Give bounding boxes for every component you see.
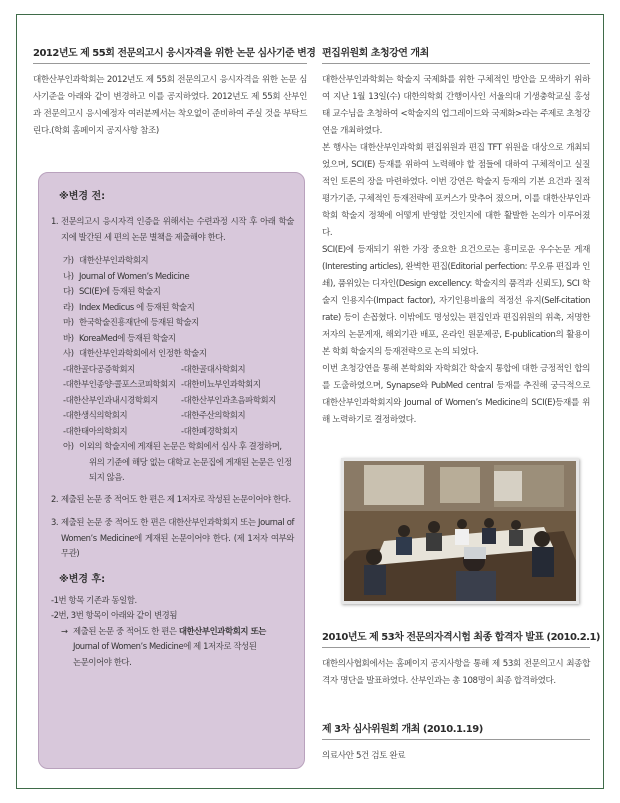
after-line-1: -1번 항목 기존과 동일함. — [51, 594, 137, 605]
list-item: 바) KoreaMed에 등재된 학술지 — [63, 332, 176, 343]
list-item: 라) Index Medicus 에 등재된 학술지 — [63, 301, 195, 312]
criteria-change-box — [38, 172, 305, 769]
criteria-item-1 — [51, 214, 294, 245]
list-item: -대한골다공증학회지 — [63, 363, 135, 374]
lecture-paragraph-3: SCI(E)에 등재되기 위한 가장 중요한 요건으로는 흥미로운 우수논문 게재(Interesting articles), 완벽한 편집(Editorial perfection: 무오류 편집과 인쇄), 품위있는 디자인(Design excellency: 학술지의 품격과 신뢰도), SCI 학술지 인용지수(Impact factor), 자기인용비율의 적정선 유지(Self-citation rate) 등이 손꼽혔다. 이밖에도 명성있는 편집인과 편집위원의 위촉, 저명한 저자의 논문게재, 해외기관 배포, 온라인 원문제공, E-publication의 활용이 본 학회 학술지의 등재전략으로 논의 되었다. — [322, 245, 590, 357]
meeting-photo — [341, 458, 579, 604]
item-number: 3. — [51, 517, 59, 527]
exam-results-heading: 2010년도 제 53차 전문의자격시험 최종 합격자 발표 (2010.2.1) — [322, 632, 600, 643]
list-item: -대한산부인과내시경학회지 — [63, 394, 158, 405]
item-number: 2. — [51, 493, 59, 504]
exam-criteria-heading: 2012년도 제 55회 전문의고시 응시자격을 위한 논문 심사기준 변경 — [33, 48, 316, 59]
list-item: 사) 대한산부인과학회에서 인정한 학술지 — [63, 348, 207, 358]
exam-results-section — [322, 628, 600, 690]
list-item: -대한폐경학회지 — [181, 425, 238, 436]
exam-criteria-intro: 대한산부인과학회는 2012년도 제 55회 전문의고시 응시자격을 위한 논문 심사기준을 아래와 같이 변경하고 이를 공지하였다. 2012년도 제 55회 산부인과 전문의고시 응시예정자 여러분께서는 착오없이 준비하여 주실 것을 부탁드린다.(학회 홈페이지 공지사항 참조) — [33, 75, 307, 136]
list-item: -대한부인종양·콜포스코피학회지 — [63, 379, 176, 389]
lecture-paragraph-2: 본 행사는 대한산부인과학회 편집위원과 편집 TFT 위원을 대상으로 개최되었으며, SCI(E) 등재를 위하여 노력해야 할 점들에 대하여 구체적이고 실질적인 토론의 장을 마련하였다. 이번 강연은 학술지 등재의 기본 요건과 질적 평가기준, 구체적인 등재전략에 포커스가 맞추어 졌으며, 이를 대한산부인과학회 학술지 정책에 어떻게 반영할 것인지에 대한 활발한 논의가 이루어졌다. — [322, 143, 590, 238]
list-item: -대한산부인과초음파학회지 — [181, 394, 276, 405]
right-column — [322, 44, 590, 429]
heading-rule — [322, 63, 590, 64]
criteria-item-2 — [51, 492, 294, 508]
list-item: -대한주산의학회지 — [181, 410, 246, 420]
item-text: 제출된 논문 중 적어도 한 편은 대한산부인과학회지 또는 Journal of Women’s Medicine에 게재된 논문이어야 한다. (제 1저자 여부와 무관) — [61, 517, 294, 558]
society-journal-grid — [51, 362, 294, 440]
heading-rule — [322, 739, 590, 740]
before-change-title: ※변경 전: — [59, 191, 106, 202]
list-item: 나) Journal of Women’s Medicine — [63, 270, 190, 281]
editorial-lecture-heading: 편집위원회 초청강연 개최 — [322, 48, 429, 59]
journal-list — [51, 253, 294, 362]
review-committee-text: 의료사안 5건 검토 완료 — [322, 751, 406, 761]
criteria-item-3 — [51, 515, 294, 562]
after-line-2: -2번, 3번 항목이 아래와 같이 변경됨 — [51, 610, 178, 620]
list-item: 마) 한국학술진흥재단에 등재된 학술지 — [63, 317, 199, 327]
after-new-rule: → 제출된 논문 중 적어도 한 편은 대한산부인과학회지 또는 Journal of Women’s Medicine에 제 1저자로 작성된 논문이어야 한다. — [61, 625, 266, 667]
heading-rule — [33, 63, 307, 64]
heading-rule — [322, 647, 590, 648]
item-text: 제출된 논문 중 적어도 한 편은 제 1저자로 작성된 논문이어야 한다. — [61, 493, 291, 504]
list-item: -대한태아의학회지 — [63, 425, 128, 436]
item-text: 전문의고시 응시자격 인증을 위해서는 수련과정 시작 후 아래 학술지에 발간된 세 편의 논문 별책을 제출해야 한다. — [61, 216, 294, 242]
list-item: -대한생식의학회지 — [63, 410, 128, 420]
list-item: -대한비뇨부인과학회지 — [181, 379, 261, 389]
meeting-photo-illustration — [344, 461, 576, 601]
item-number: 1. — [51, 216, 59, 226]
list-item: -대한골대사학회지 — [181, 363, 246, 374]
lecture-paragraph-4: 이번 초청강연을 통해 본학회와 자학회간 학술지 통합에 대한 긍정적인 합의를 도출하였으며, Synapse와 PubMed central 등재를 추진해 궁극적으로 대한산부인과학회지와 Journal of Women’s Medicine의 SCI(E)등재를 위해 노력하기로 결정하였다. — [322, 364, 590, 425]
lecture-paragraph-1: 대한산부인과학회는 학술지 국제화를 위한 구체적인 방안을 모색하기 위하여 지난 1월 13일(수) 대한의학회 간행이사인 서울의대 기생충학교실 홍성태 교수님을 초청하여 <학술지의 업그레이드와 국제화>라는 주제로 초청강연을 개최하였다. — [322, 75, 590, 136]
list-item: 다) SCI(E)에 등재된 학술지 — [63, 286, 161, 296]
arrow-icon: → — [61, 625, 68, 636]
other-journals-note: 아) 이외의 학술지에 게재된 논문은 학회에서 심사 후 결정하며, 위의 기준에 해당 없는 대학교 논문집에 게재된 논문은 인정되지 않음. — [63, 441, 292, 482]
after-change-title: ※변경 후: — [59, 573, 106, 585]
review-committee-section — [322, 720, 590, 765]
review-committee-heading: 제 3차 심사위원회 개최 (2010.1.19) — [322, 724, 483, 735]
left-column — [33, 44, 316, 140]
exam-results-text: 대한의사협회에서는 홈페이지 공지사항을 통해 제 53회 전문의고시 최종합격자 명단을 발표하였다. 산부인과는 총 108명이 최종 합격하였다. — [322, 659, 590, 686]
list-item: 가) 대한산부인과학회지 — [63, 255, 149, 265]
